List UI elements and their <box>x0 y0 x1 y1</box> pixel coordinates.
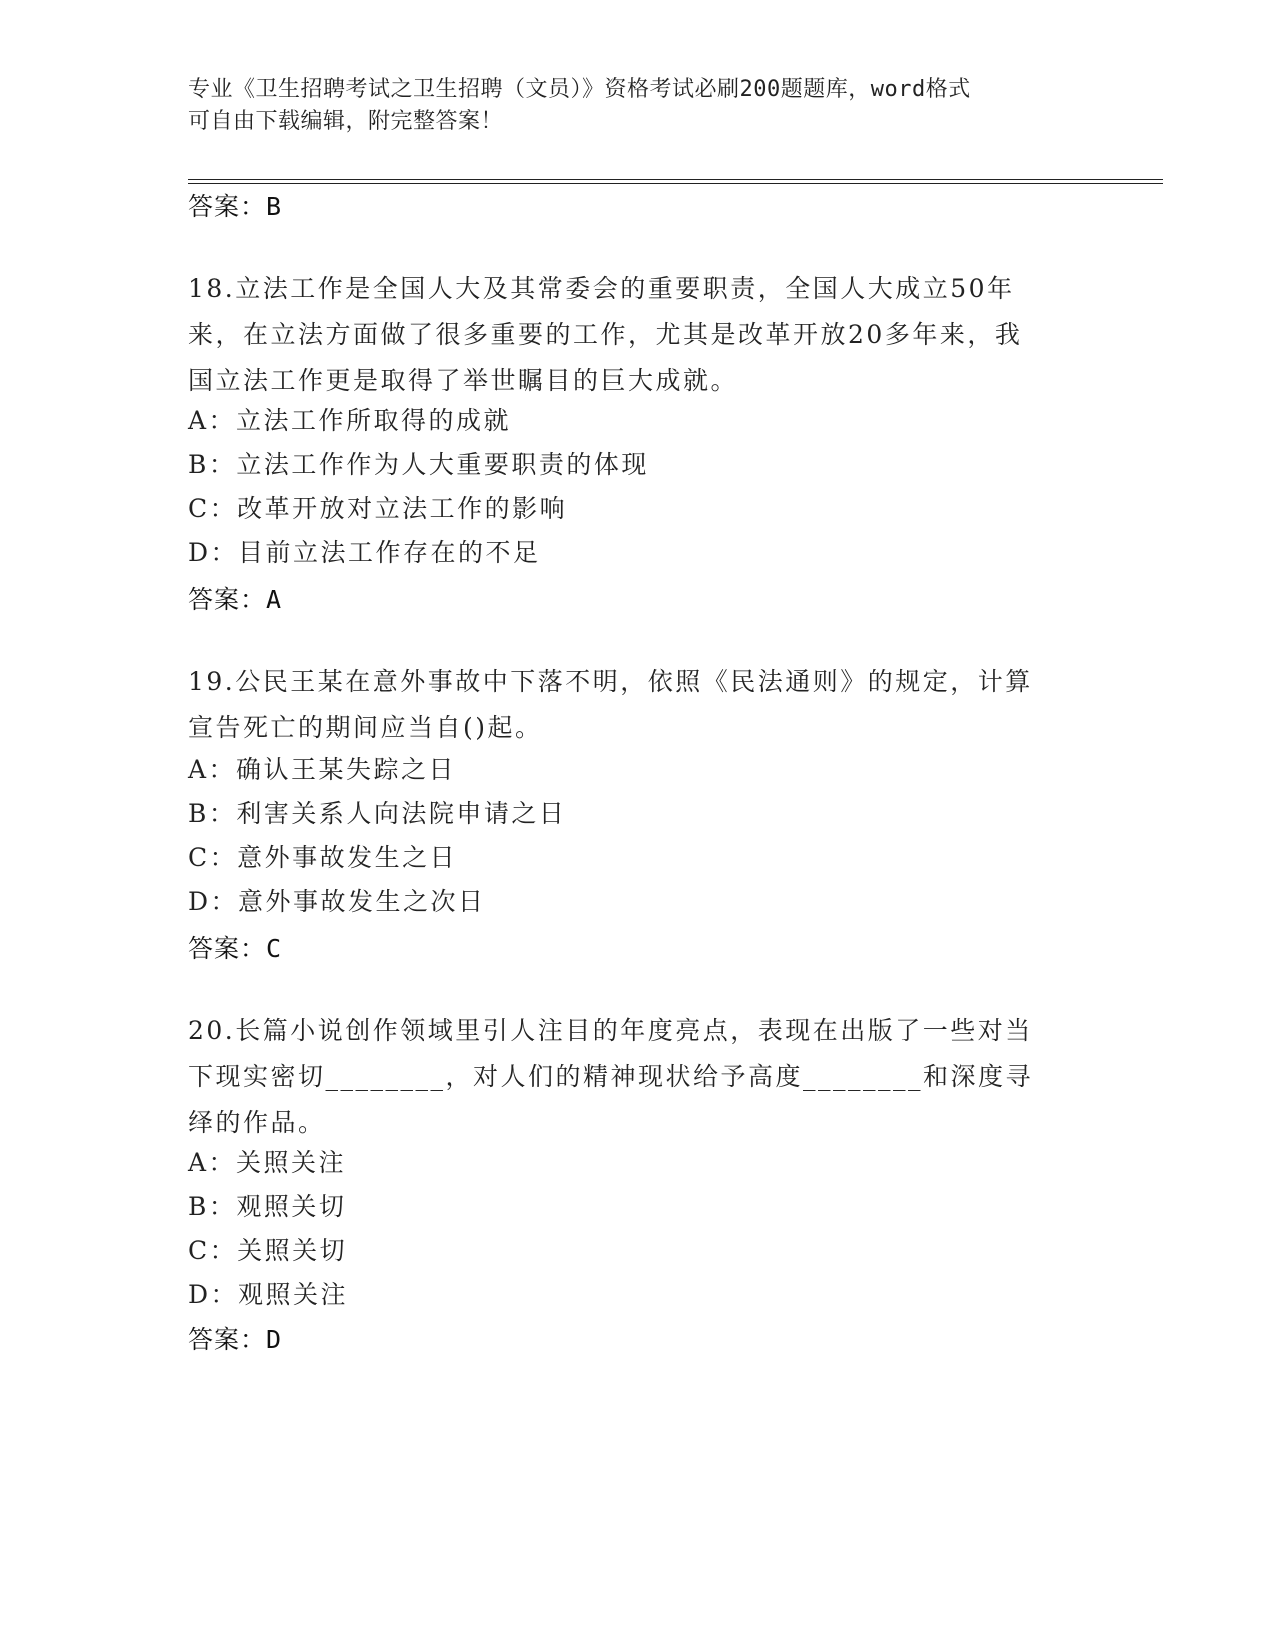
q19-option-c: C：意外事故发生之日 <box>188 843 458 872</box>
q20-option-d: D：观照关注 <box>188 1280 349 1309</box>
header-line-2: 可自由下载编辑，附完整答案！ <box>188 109 504 134</box>
q18-answer: 答案：A <box>188 585 283 614</box>
q20-option-b: B：观照关切 <box>188 1192 347 1221</box>
question-line: 19.公民王某在意外事故中下落不明，依照《民法通则》的规定，计算 <box>188 667 1033 696</box>
question-line: 20.长篇小说创作领域里引人注目的年度亮点，表现在出版了一些对当 <box>188 1016 1033 1045</box>
question-20 <box>188 1008 1088 1146</box>
q20-option-a: A：关照关注 <box>188 1148 347 1177</box>
q18-option-b: B：立法工作作为人大重要职责的体现 <box>188 450 649 479</box>
question-18 <box>188 266 1088 404</box>
previous-answer: 答案：B <box>188 192 283 221</box>
question-line: 国立法工作更是取得了举世瞩目的巨大成就。 <box>188 366 739 395</box>
header-divider <box>188 179 1163 184</box>
question-line: 宣告死亡的期间应当自()起。 <box>188 713 543 742</box>
question-line: 18.立法工作是全国人大及其常委会的重要职责，全国人大成立50年 <box>188 274 1015 303</box>
q19-answer: 答案：C <box>188 934 283 963</box>
question-line: 下现实密切________，对人们的精神现状给予高度________和深度寻 <box>188 1062 1034 1091</box>
question-19 <box>188 659 1088 751</box>
q20-answer: 答案：D <box>188 1325 283 1354</box>
q18-option-c: C：改革开放对立法工作的影响 <box>188 494 568 523</box>
q18-option-d: D：目前立法工作存在的不足 <box>188 538 541 567</box>
q19-option-d: D：意外事故发生之次日 <box>188 887 486 916</box>
q20-option-c: C：关照关切 <box>188 1236 348 1265</box>
question-line: 来，在立法方面做了很多重要的工作，尤其是改革开放20多年来，我 <box>188 320 1023 349</box>
question-line: 绎的作品。 <box>188 1108 326 1137</box>
header-line-1: 专业《卫生招聘考试之卫生招聘（文员）》资格考试必刷200题题库，word格式 <box>188 77 971 102</box>
document-header <box>188 74 1088 138</box>
q18-option-a: A：立法工作所取得的成就 <box>188 406 512 435</box>
q19-option-a: A：确认王某失踪之日 <box>188 755 457 784</box>
q19-option-b: B：利害关系人向法院申请之日 <box>188 799 567 828</box>
